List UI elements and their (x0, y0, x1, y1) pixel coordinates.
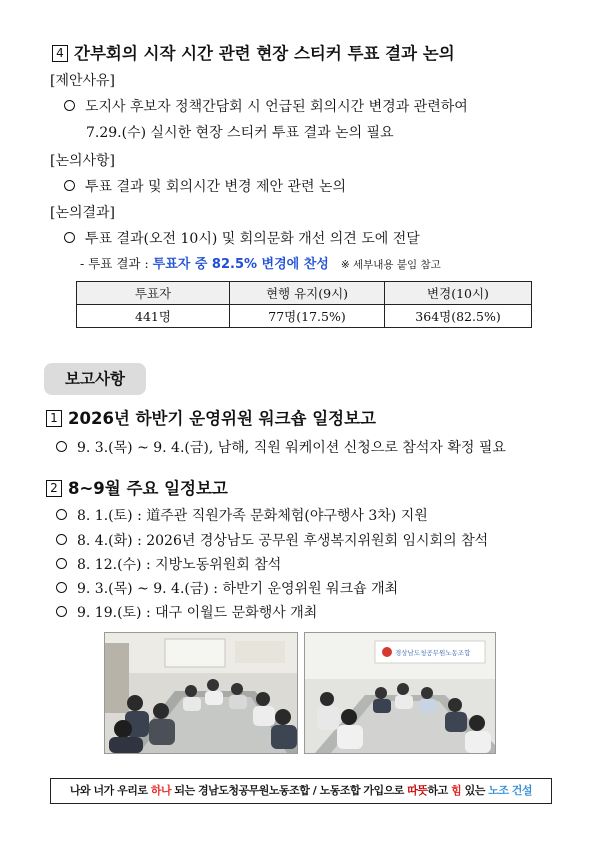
vote-result-table (76, 281, 532, 328)
union-sign-text: 경상남도청공무원노동조합 (395, 649, 471, 657)
discussion-text: 투표 결과 및 회의시간 변경 제안 관련 논의 (85, 179, 347, 195)
schedule-text: 9. 19.(토) : 대구 이월드 문화행사 개최 (77, 605, 318, 621)
vote-note: ※ 세부내용 붙임 참고 (340, 259, 441, 271)
schedule-text: 8. 1.(토) : 道주관 직원가족 문화체험(야구행사 3차) 지원 (77, 508, 428, 524)
meeting-photo-1 (104, 632, 298, 754)
list-item (56, 505, 428, 525)
meeting-photo-1-image (105, 633, 297, 753)
list-item (56, 602, 317, 622)
result-item (64, 228, 420, 248)
schedule-text: 8. 4.(화) : 2026년 경상남도 공무원 후생복지위원회 임시회의 참석 (77, 533, 489, 549)
report-1-heading (46, 405, 376, 429)
proposal-line-2: 7.29.(수) 실시한 현장 스티커 투표 결과 논의 필요 (86, 125, 394, 141)
list-item (56, 554, 281, 574)
vote-result-line (80, 253, 441, 272)
discussion-item (64, 176, 346, 196)
banner-highlight-strong: 힘 (451, 784, 462, 797)
report-1-item (56, 437, 506, 457)
meeting-photo-2-image (305, 633, 495, 753)
section-4-heading (52, 40, 455, 64)
discussion-label: [논의사항] (50, 153, 116, 169)
list-item (56, 578, 398, 598)
table-cell: 77명(17.5%) (230, 305, 385, 328)
table-header-cell: 변경(10시) (385, 282, 532, 305)
report-2-title: 8~9월 주요 일정보고 (68, 479, 228, 498)
proposal-line-1: 도지사 후보자 정책간담회 시 언급된 회의시간 변경과 관련하여 (85, 99, 468, 115)
table-row (77, 305, 532, 328)
banner-part: 나와 너가 우리로 (69, 784, 148, 797)
circle-bullet-icon (64, 180, 75, 191)
circle-bullet-icon (56, 558, 67, 569)
report-section-title: 보고사항 (44, 363, 146, 395)
banner-part: 되는 경남도청공무원노동조합 / 노동조합 가입으로 (174, 784, 404, 797)
circle-bullet-icon (56, 441, 67, 452)
circle-bullet-icon (56, 606, 67, 617)
banner-highlight-blue: 노조 건설 (488, 784, 533, 797)
report-1-text: 9. 3.(목) ~ 9. 4.(금), 남해, 직원 워케이션 신청으로 참석자 확정 필요 (77, 440, 506, 456)
report-2-heading (46, 475, 228, 499)
table-header-row (77, 282, 532, 305)
result-text: 투표 결과(오전 10시) 및 회의문화 개선 의견 도에 전달 (85, 231, 420, 247)
section-number: 1 (46, 410, 62, 427)
schedule-text: 8. 12.(수) : 지방노동위원회 참석 (77, 557, 282, 573)
vote-highlight: 투표자 중 82.5% 변경에 찬성 (152, 257, 329, 272)
banner-part: 있는 (464, 784, 485, 797)
section-number: 2 (46, 480, 62, 497)
banner-part: 하고 (427, 784, 448, 797)
circle-bullet-icon (56, 534, 67, 545)
table-cell: 364명(82.5%) (385, 305, 532, 328)
proposal-label: [제안사유] (50, 73, 116, 89)
table-header-cell: 투표자 (77, 282, 230, 305)
table-cell: 441명 (77, 305, 230, 328)
circle-bullet-icon (64, 100, 75, 111)
vote-prefix: - 투표 결과 : (80, 256, 149, 271)
banner-highlight-warm: 따뜻 (407, 784, 428, 797)
schedule-text: 9. 3.(목) ~ 9. 4.(금) : 하반기 운영위원 워크숍 개최 (77, 581, 399, 597)
banner-highlight-red: 하나 (150, 784, 172, 797)
circle-bullet-icon (56, 582, 67, 593)
table-header-cell: 현행 유지(9시) (230, 282, 385, 305)
proposal-item (64, 96, 468, 116)
section-number: 4 (52, 45, 68, 62)
report-1-title: 2026년 하반기 운영위원 워크숍 일정보고 (68, 409, 376, 428)
circle-bullet-icon (56, 509, 67, 520)
circle-bullet-icon (64, 232, 75, 243)
section-4-title: 간부회의 시작 시간 관련 현장 스티커 투표 결과 논의 (74, 44, 455, 63)
result-label: [논의결과] (50, 205, 116, 221)
meeting-photo-2 (304, 632, 496, 754)
slogan-banner (50, 778, 552, 804)
list-item (56, 530, 488, 550)
